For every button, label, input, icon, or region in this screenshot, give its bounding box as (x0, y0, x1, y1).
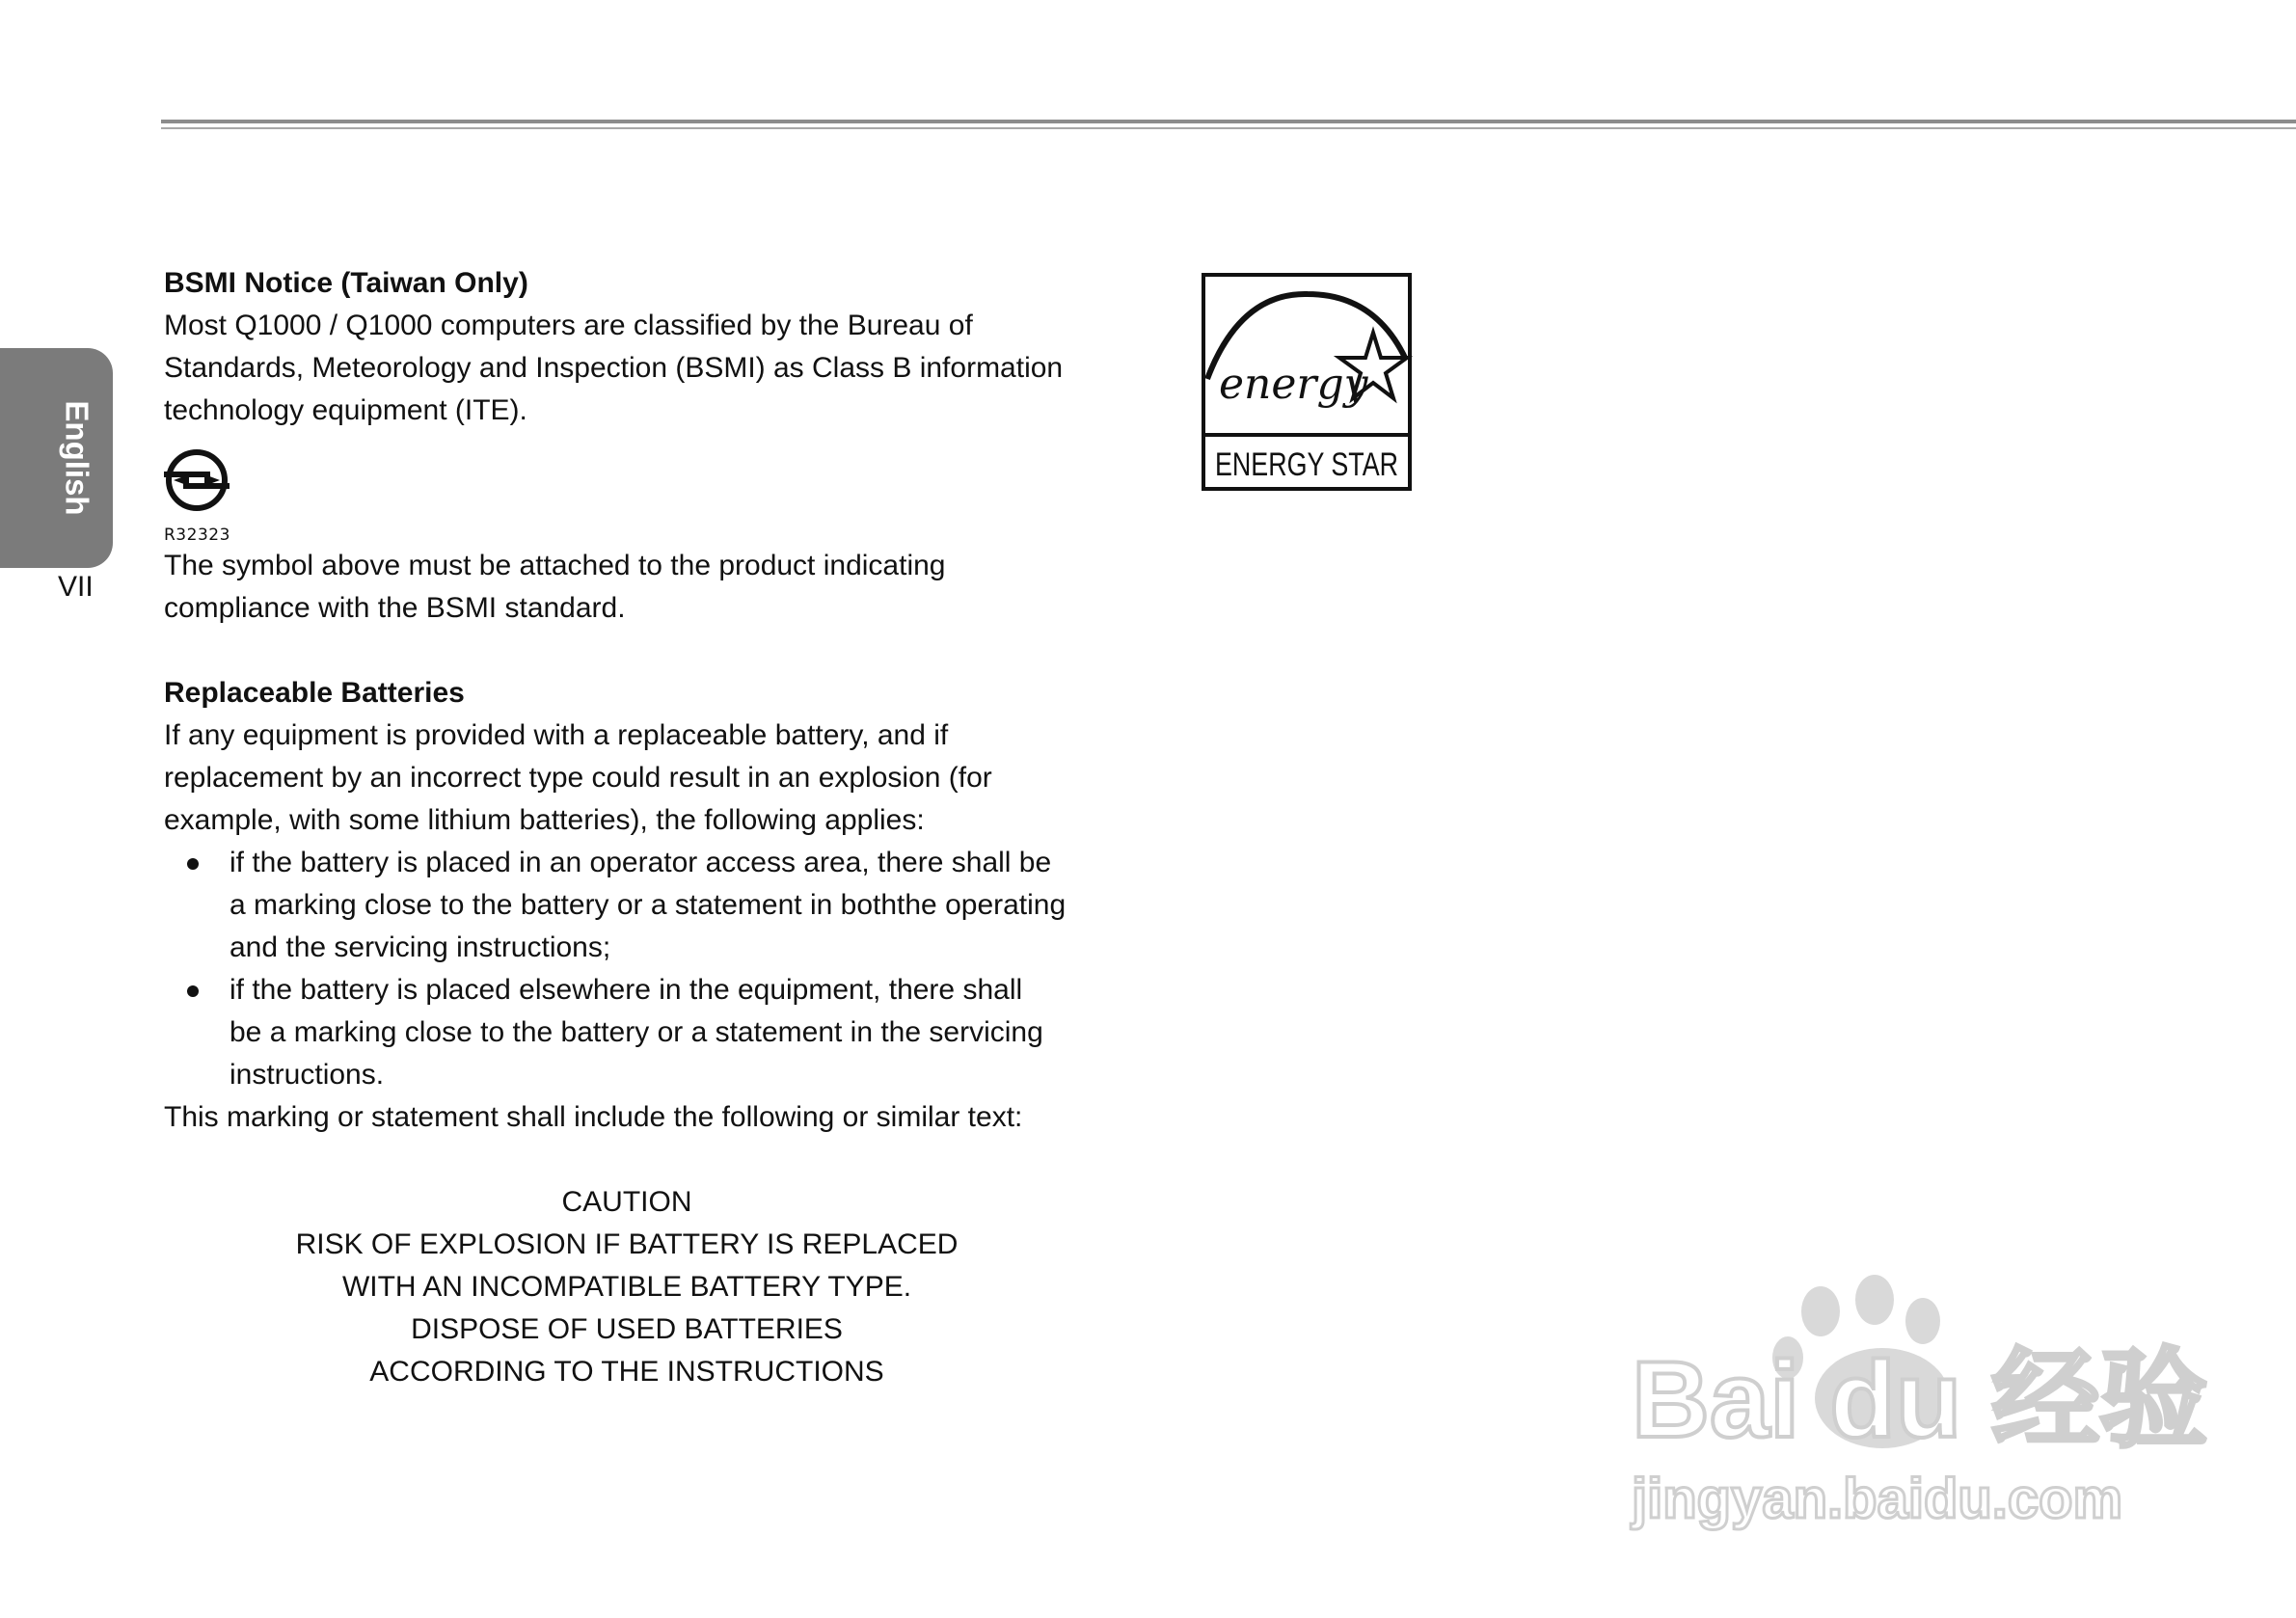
bsmi-line: technology equipment (ITE). (164, 394, 527, 426)
language-tab-label (58, 395, 96, 521)
header-rule-thin (161, 127, 2296, 129)
symbol-line: compliance with the BSMI standard. (164, 592, 626, 624)
list-item (164, 969, 1090, 1096)
bullet-dot-icon (187, 858, 199, 870)
bsmi-mark-icon (164, 447, 231, 511)
symbol-line: The symbol above must be attached to the product indicating (164, 550, 946, 581)
energy-script-text: energy (1219, 360, 1368, 409)
page-number: VII (58, 571, 94, 603)
paw-toe-icon (1801, 1286, 1840, 1336)
bullet-line: if the battery is placed in an operator access area, there shall be (230, 847, 1052, 878)
paw-toe-icon (1855, 1275, 1894, 1325)
list-item (164, 842, 1090, 969)
bsmi-logo-caption: R32323 (164, 526, 230, 545)
batteries-bullet-list (164, 842, 1090, 1096)
caution-block (164, 1181, 1090, 1393)
batteries-intro-line: If any equipment is provided with a replaceable battery, and if (164, 719, 949, 751)
caution-line: ACCORDING TO THE INSTRUCTIONS (369, 1356, 884, 1388)
bullet-dot-icon (187, 985, 199, 997)
batteries-intro-line: example, with some lithium batteries), the following applies: (164, 804, 925, 836)
header-rule-thick (161, 120, 2296, 123)
bsmi-heading: BSMI Notice (Taiwan Only) (164, 267, 528, 299)
main-content (164, 262, 1090, 1393)
caution-line: WITH AN INCOMPATIBLE BATTERY TYPE. (341, 1271, 912, 1303)
bullet-line: be a marking close to the battery or a statement in the servicing (230, 1016, 1043, 1048)
bullet-line: if the battery is placed elsewhere in the equipment, there shall (230, 974, 1023, 1006)
energy-star-label: ENERGY STAR (1215, 446, 1398, 483)
batteries-intro-line: replacement by an incorrect type could result in an explosion (for (164, 762, 992, 794)
language-label-text: English (60, 400, 95, 516)
watermark-brand: Bai du 经验 (1632, 1339, 2208, 1460)
baidu-watermark (1622, 1265, 2208, 1530)
energy-star-logo (1202, 273, 1412, 491)
bullet-line: a marking close to the battery or a statement in boththe operating (230, 889, 1067, 921)
batteries-closing: This marking or statement shall include the following or similar text: (164, 1101, 1023, 1133)
bullet-line: and the servicing instructions; (230, 931, 611, 963)
paw-toe-icon (1905, 1298, 1940, 1344)
caution-line: CAUTION (561, 1186, 692, 1218)
bsmi-logo (164, 447, 241, 545)
bullet-line: instructions. (230, 1059, 385, 1091)
caution-line: DISPOSE OF USED BATTERIES (411, 1313, 843, 1345)
bsmi-line: Standards, Meteorology and Inspection (BSMI) as Class B information (164, 352, 1064, 384)
caution-line: RISK OF EXPLOSION IF BATTERY IS REPLACED (295, 1228, 959, 1260)
section-spacer (164, 630, 1090, 672)
watermark-url: jingyan.baidu.com (1632, 1468, 2123, 1530)
bsmi-line: Most Q1000 / Q1000 computers are classified by the Bureau of (164, 310, 973, 341)
batteries-heading: Replaceable Batteries (164, 677, 465, 709)
section-spacer (164, 1139, 1090, 1181)
